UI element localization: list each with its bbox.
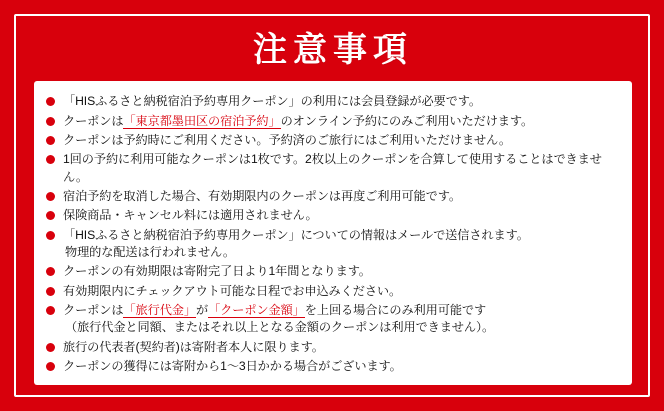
- bullet-icon: [46, 306, 55, 315]
- note-item: [46, 339, 618, 356]
- note-text: [63, 189, 461, 203]
- bullet-icon: [46, 343, 55, 352]
- poster-inner-frame: [14, 14, 650, 397]
- note-text: [63, 340, 324, 354]
- note-text: [63, 284, 401, 298]
- note-segment: 保険商品・キャンセル料には適用されません。: [63, 208, 318, 223]
- note-item: [46, 263, 618, 280]
- note-segment: 旅行の代表者(契約者)は寄附者本人に限ります。: [63, 339, 324, 354]
- note-item: [46, 151, 618, 186]
- note-text: [63, 359, 402, 373]
- bullet-icon: [46, 211, 55, 220]
- note-item: [46, 113, 618, 130]
- note-segment: 宿泊予約を取消した場合、有効期限内のクーポンは再度ご利用可能です。: [63, 189, 461, 204]
- note-text: [63, 264, 371, 278]
- note-text: [63, 94, 481, 108]
- note-segment: 1回の予約に利用可能なクーポンは1枚です。2枚以上のクーポンを合算して使用することはできません。: [63, 152, 602, 184]
- note-text: [63, 152, 602, 183]
- note-segment: 「HISふるさと納税宿泊予約専用クーポン」の利用には会員登録が必要です。: [63, 94, 481, 109]
- note-continuation: 物理的な配送は行われません。: [65, 245, 235, 260]
- note-text: [63, 228, 529, 242]
- note-highlight: 「旅行代金」: [123, 303, 196, 317]
- note-highlight: 「クーポン金額」: [208, 303, 305, 317]
- page-title: 注意事項: [253, 31, 413, 69]
- note-segment: を上回る場合にのみ利用可能です: [304, 303, 487, 317]
- note-item: [46, 358, 618, 375]
- note-text: [63, 133, 511, 147]
- note-item: [46, 207, 618, 224]
- note-text: [63, 303, 486, 318]
- note-text: [63, 208, 318, 222]
- note-segment: 「HISふるさと納税宿泊予約専用クーポン」についての情報はメールで送信されます。: [63, 227, 529, 242]
- note-segment: クーポンの獲得には寄附から1～3日かかる場合がございます。: [63, 358, 402, 373]
- note-text: [63, 114, 533, 129]
- note-item: [46, 227, 618, 262]
- note-item: [46, 188, 618, 205]
- note-item: [46, 283, 618, 300]
- note-segment: のオンライン予約にのみご利用いただけます。: [280, 113, 534, 128]
- note-continuation: （旅行代金と同額、またはそれ以上となる金額のクーポンは利用できません）。: [65, 320, 495, 335]
- note-segment: 有効期限内にチェックアウト可能な日程でお申込みください。: [63, 283, 402, 298]
- note-item: [46, 302, 618, 337]
- bullet-icon: [46, 155, 55, 164]
- note-segment: が: [195, 303, 209, 317]
- note-segment: クーポンは予約時にご利用ください。予約済のご旅行にはご利用いただけません。: [63, 133, 511, 148]
- note-segment: クーポンは: [63, 303, 124, 317]
- note-segment: クーポンの有効期限は寄附完了日より1年間となります。: [63, 264, 371, 279]
- bullet-icon: [46, 117, 55, 126]
- notes-list: [46, 93, 618, 375]
- bullet-icon: [46, 136, 55, 145]
- notes-panel: [34, 81, 632, 385]
- note-segment: クーポンは: [63, 113, 124, 128]
- bullet-icon: [46, 287, 55, 296]
- note-item: [46, 132, 618, 149]
- bullet-icon: [46, 192, 55, 201]
- note-item: [46, 93, 618, 110]
- bullet-icon: [46, 231, 55, 240]
- note-highlight: 「東京都墨田区の宿泊予約」: [123, 113, 281, 128]
- bullet-icon: [46, 267, 55, 276]
- bullet-icon: [46, 362, 55, 371]
- bullet-icon: [46, 97, 55, 106]
